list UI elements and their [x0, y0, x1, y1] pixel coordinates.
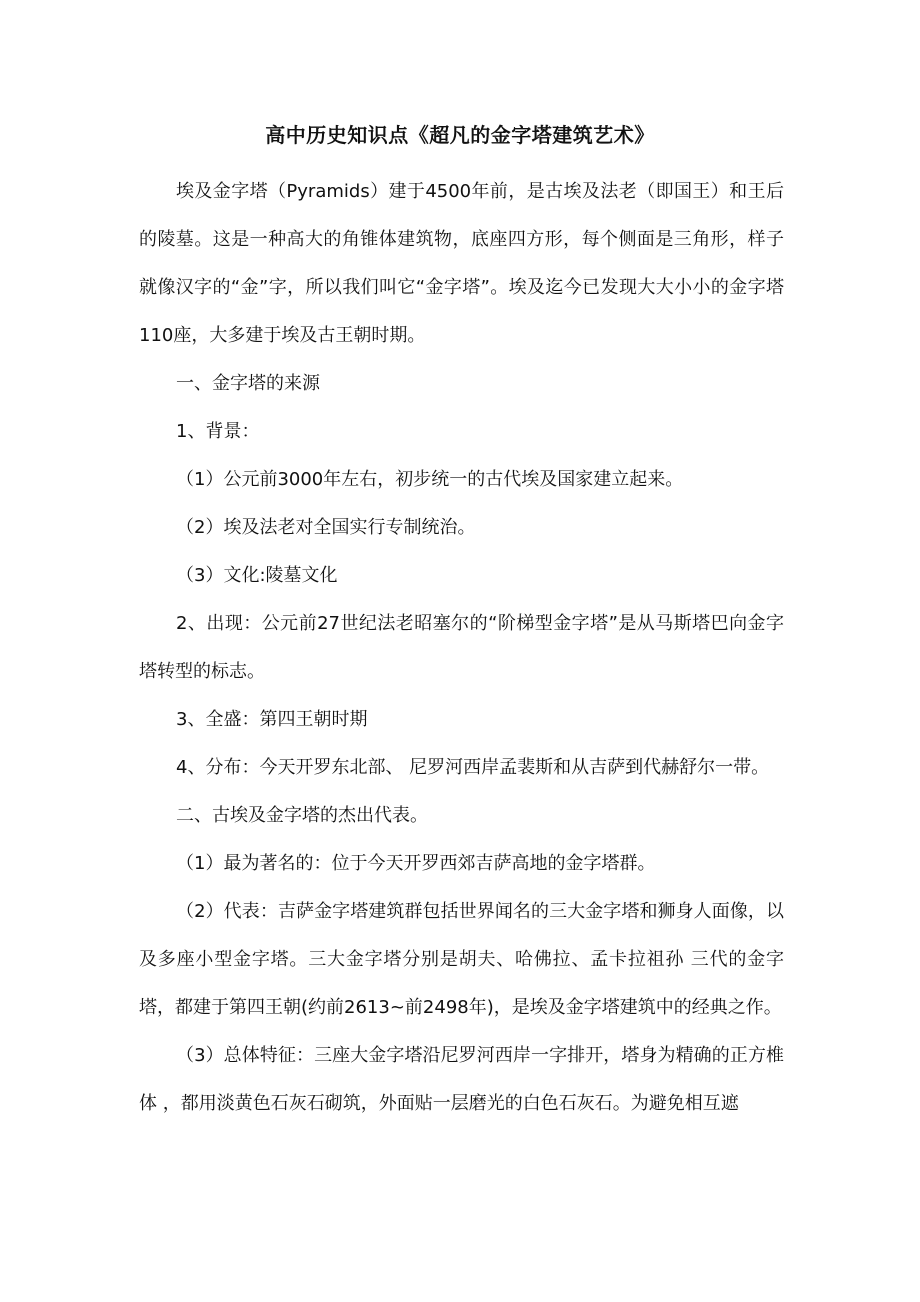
list-item-most-famous: （1）最为著名的：位于今天开罗西郊吉萨高地的金字塔群。 — [176, 853, 656, 874]
list-item-features: （3）总体特征：三座大金字塔沿尼罗河西岸一字排开，塔身为精确的正方椎体 ，都用淡黄色石灰石砌筑，外面贴一层磨光的白色石灰石。为避免相互遮 — [139, 1045, 784, 1114]
list-item-emergence: 2、出现：公元前27世纪法老昭塞尔的“阶梯型金字塔”是从马斯塔巴向金字塔转型的标志。 — [139, 613, 784, 682]
list-item-background-3: （3）文化:陵墓文化 — [176, 565, 338, 586]
list-item-background-2: （2）埃及法老对全国实行专制统治。 — [176, 517, 476, 538]
list-item-representatives: （2）代表：吉萨金字塔建筑群包括世界闻名的三大金字塔和狮身人面像，以及多座小型金字塔。三大金字塔分别是胡夫、哈佛拉、孟卡拉祖孙 三代的金字塔，都建于第四王朝(约前2613~前2498年)，是埃及金字塔建筑中的经典之作。 — [139, 901, 784, 1018]
section-heading-origin: 一、金字塔的来源 — [176, 373, 320, 394]
list-item-background-1: （1）公元前3000年左右，初步统一的古代埃及国家建立起来。 — [176, 469, 684, 490]
list-item-distribution: 4、分布：今天开罗东北部、 尼罗河西岸孟裴斯和从吉萨到代赫舒尔一带。 — [176, 757, 770, 778]
document-title: 高中历史知识点《超凡的金字塔建筑艺术》 — [265, 123, 655, 147]
intro-paragraph: 埃及金字塔（Pyramids）建于4500年前，是古埃及法老（即国王）和王后的陵墓。这是一种高大的角锥体建筑物，底座四方形，每个侧面是三角形，样子就像汉字的“金”字，所以我们叫它“金字塔”。埃及迄今已发现大大小小的金字塔110座，大多建于埃及古王朝时期。 — [139, 181, 784, 346]
list-item-background: 1、背景： — [176, 421, 260, 442]
section-heading-representatives: 二、古埃及金字塔的杰出代表。 — [176, 805, 428, 826]
list-item-peak: 3、全盛：第四王朝时期 — [176, 709, 368, 730]
document-body — [139, 168, 784, 1128]
